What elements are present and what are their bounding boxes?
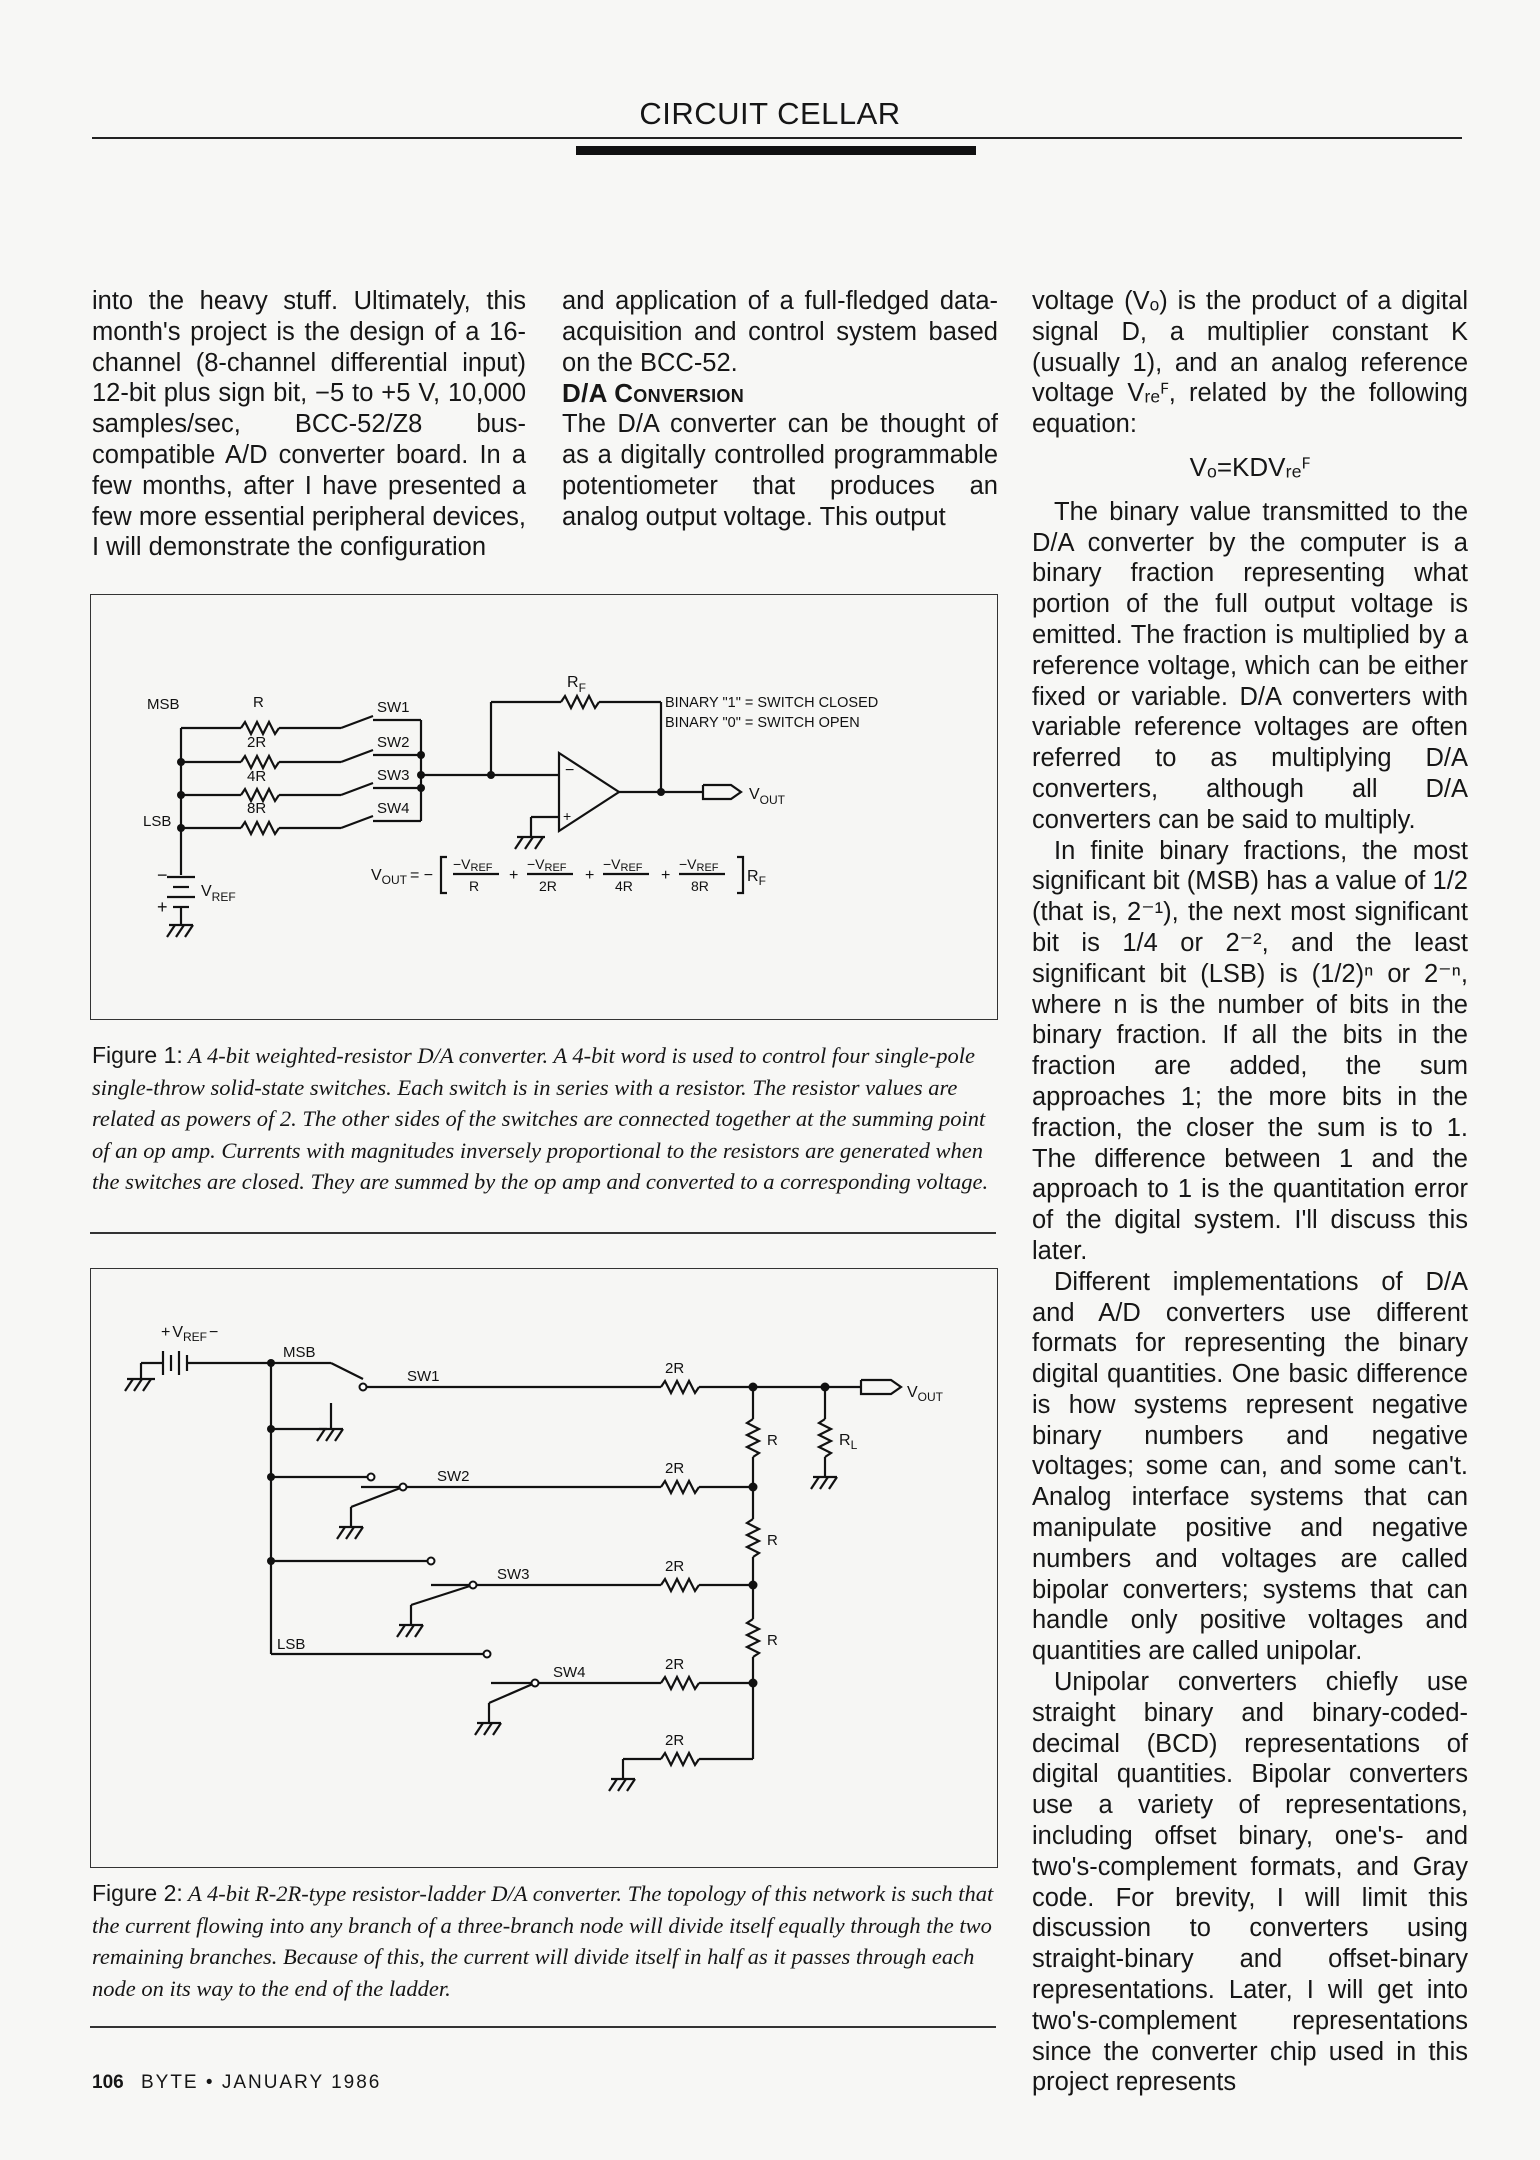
formula-term1-num: −VREF xyxy=(453,856,493,874)
label-r: R xyxy=(767,1432,778,1449)
section-heading: D/A Conversion xyxy=(562,378,745,409)
weighted-resistor-schematic xyxy=(91,595,997,1019)
publication-line: BYTE • JANUARY 1986 xyxy=(140,2072,382,2093)
paragraph: Different implementations of D/A and A/D converters use different formats for representing the binary digital quantities. One basic difference is how systems represent negative binary numbers and negative voltages; some can, and some can't. Analog interface systems that can manipulate positive and negative numbers and voltages are called bipolar converters; systems that can handle only positive voltages and quantities are called unipolar. xyxy=(1032,1267,1468,1666)
caption-label: Figure 2: xyxy=(92,1880,183,1906)
page-number: 106 xyxy=(92,2072,124,2093)
label-sw1: SW1 xyxy=(407,1368,440,1385)
label-8r: 8R xyxy=(247,800,267,817)
text-column-2 xyxy=(562,286,998,532)
paragraph: and application of a full-fledged data-acquisition and control system based on the BCC-52. xyxy=(562,287,998,377)
formula-term4-num: −VREF xyxy=(679,856,719,874)
formula-plus: + xyxy=(509,867,519,884)
figure-2-caption xyxy=(92,1878,996,2004)
label-vout: $V_{OUT}$ xyxy=(749,786,786,807)
label-minus: − xyxy=(157,865,168,885)
label-2r: 2R xyxy=(665,1732,685,1749)
figure-2 xyxy=(90,1268,998,1868)
formula-plus: + xyxy=(585,867,595,884)
formula-term3-den: 4R xyxy=(615,878,633,894)
label-2r: 2R xyxy=(665,1460,685,1477)
opamp-minus: − xyxy=(565,762,575,779)
text-column-3 xyxy=(1032,286,1468,2098)
figure-1-rule xyxy=(90,1232,996,1234)
label-2r: 2R xyxy=(247,734,267,751)
label-2r: 2R xyxy=(665,1656,685,1673)
opamp-plus: + xyxy=(563,808,572,824)
label-vref: + $V_{REF}$ − xyxy=(161,1324,219,1344)
label-lsb: LSB xyxy=(277,1636,306,1653)
r2r-ladder-schematic xyxy=(91,1269,997,1867)
paragraph: voltage (Vₒ) is the product of a digital signal D, a multiplier constant K (usually 1), and an analog reference voltage Vᵣₑꟳ, related by the following equation: xyxy=(1032,287,1468,439)
formula-term1-den: R xyxy=(469,878,480,894)
header-rule xyxy=(92,137,1462,139)
paragraph: The D/A converter can be thought of as a digitally controlled programmable potentiometer that produces an analog output voltage. This output xyxy=(562,410,998,531)
caption-label: Figure 1: xyxy=(92,1042,183,1068)
formula-term2-num: −VREF xyxy=(527,856,567,874)
formula-term4-den: 8R xyxy=(691,878,709,894)
figure-1 xyxy=(90,594,998,1020)
paragraph: into the heavy stuff. Ultimately, this month's project is the design of a 16-channel (8-channel differential input) 12-bit plus sign bit, −5 to +5 V, 10,000 samples/sec, BCC-52/Z8 bus-compatible A/D converter board. In a few months, after I have presented a few more essential peripheral devices, I will demonstrate the configuration xyxy=(92,287,526,562)
legend-closed: BINARY "1" = SWITCH CLOSED xyxy=(665,695,879,711)
label-sw1: SW1 xyxy=(377,699,410,716)
label-sw4: SW4 xyxy=(553,1664,586,1681)
formula-plus: + xyxy=(661,867,671,884)
label-sw3: SW3 xyxy=(377,767,410,784)
paragraph: Unipolar converters chiefly use straight binary and binary-coded-decimal (BCD) representations of digital quantities. Bipolar converters use a variety of representations, including offset binary, one's- and two's-complement formats, and Gray code. For brevity, I will limit this discussion to converters using straight-binary and offset-binary representations. Later, I will get into two's-complement representations since the converter chip used in this project represents xyxy=(1032,1668,1468,2097)
label-2r: 2R xyxy=(665,1360,685,1377)
label-msb: MSB xyxy=(147,696,180,713)
label-lsb: LSB xyxy=(143,813,172,830)
text-column-1 xyxy=(92,286,526,563)
figure-1-caption xyxy=(92,1040,996,1198)
caption-text: A 4-bit weighted-resistor D/A converter. A 4-bit word is used to control four single-pole single-throw solid-state switches. Each switch is in series with a resistor. The resistor values are related as powers of 2. The other sides of the switches are connected together at the summing point of an op amp. Currents with magnitudes inversely proportional to the resistors are generated when the switches are closed. They are summed by the op amp and converted to a corresponding voltage. xyxy=(92,1043,989,1194)
label-vout: $V_{OUT}$ xyxy=(907,1384,944,1404)
label-r: R xyxy=(253,694,264,711)
formula-term2-den: 2R xyxy=(539,878,557,894)
label-rl: $R_L$ xyxy=(839,1432,858,1452)
formula-lhs: $V_{OUT}$ = − xyxy=(371,867,434,887)
label-2r: 2R xyxy=(665,1558,685,1575)
running-header: CIRCUIT CELLAR xyxy=(639,96,901,131)
formula-rf: $R_F$ xyxy=(747,868,766,888)
label-rf: $R_F$ xyxy=(567,674,586,695)
legend-open: BINARY "0" = SWITCH OPEN xyxy=(665,715,860,731)
paragraph: The binary value transmitted to the D/A converter by the computer is a binary fraction representing what portion of the full output voltage is emitted. The fraction is multiplied by a reference voltage, which can be either fixed or variable. D/A converters with variable reference voltages are often referred to as multiplying D/A converters, although all D/A converters can be said to multiply. xyxy=(1032,497,1468,834)
label-4r: 4R xyxy=(247,768,267,785)
formula-term3-num: −VREF xyxy=(603,856,643,874)
label-r: R xyxy=(767,1632,778,1649)
label-r: R xyxy=(767,1532,778,1549)
paragraph: In finite binary fractions, the most significant bit (MSB) has a value of 1/2 (that is, 2⁻¹), the next most significant bit is 1/4 or 2⁻², and the least significant bit (LSB) is (1/2)ⁿ or 2⁻ⁿ, where n is the number of bits in the binary fraction. If all the bits in the fraction are added, the sum approaches 1; the more bits in the fraction, the closer the sum is to 1. The difference between 1 and the approach to 1 is the quantitation error of the digital system. I'll discuss this later. xyxy=(1032,836,1468,1265)
label-sw3: SW3 xyxy=(497,1566,530,1583)
label-plus: + xyxy=(157,897,168,917)
figure-2-rule xyxy=(90,2026,996,2028)
caption-text: A 4-bit R-2R-type resistor-ladder D/A converter. The topology of this network is such that the current flowing into any branch of a three-branch node will divide itself equally through the two remaining branches. Because of this, the current will divide itself in half as it passes through each node on its way to the end of the ladder. xyxy=(92,1881,994,2001)
equation: Vₒ=KDVᵣₑꟳ xyxy=(1189,451,1311,482)
label-sw2: SW2 xyxy=(377,734,410,751)
label-sw4: SW4 xyxy=(377,800,410,817)
label-vref: $V_{REF}$ xyxy=(201,883,236,904)
header-rule-bold xyxy=(576,146,976,155)
label-sw2: SW2 xyxy=(437,1468,470,1485)
label-msb: MSB xyxy=(283,1344,316,1361)
page-footer xyxy=(92,2072,381,2094)
